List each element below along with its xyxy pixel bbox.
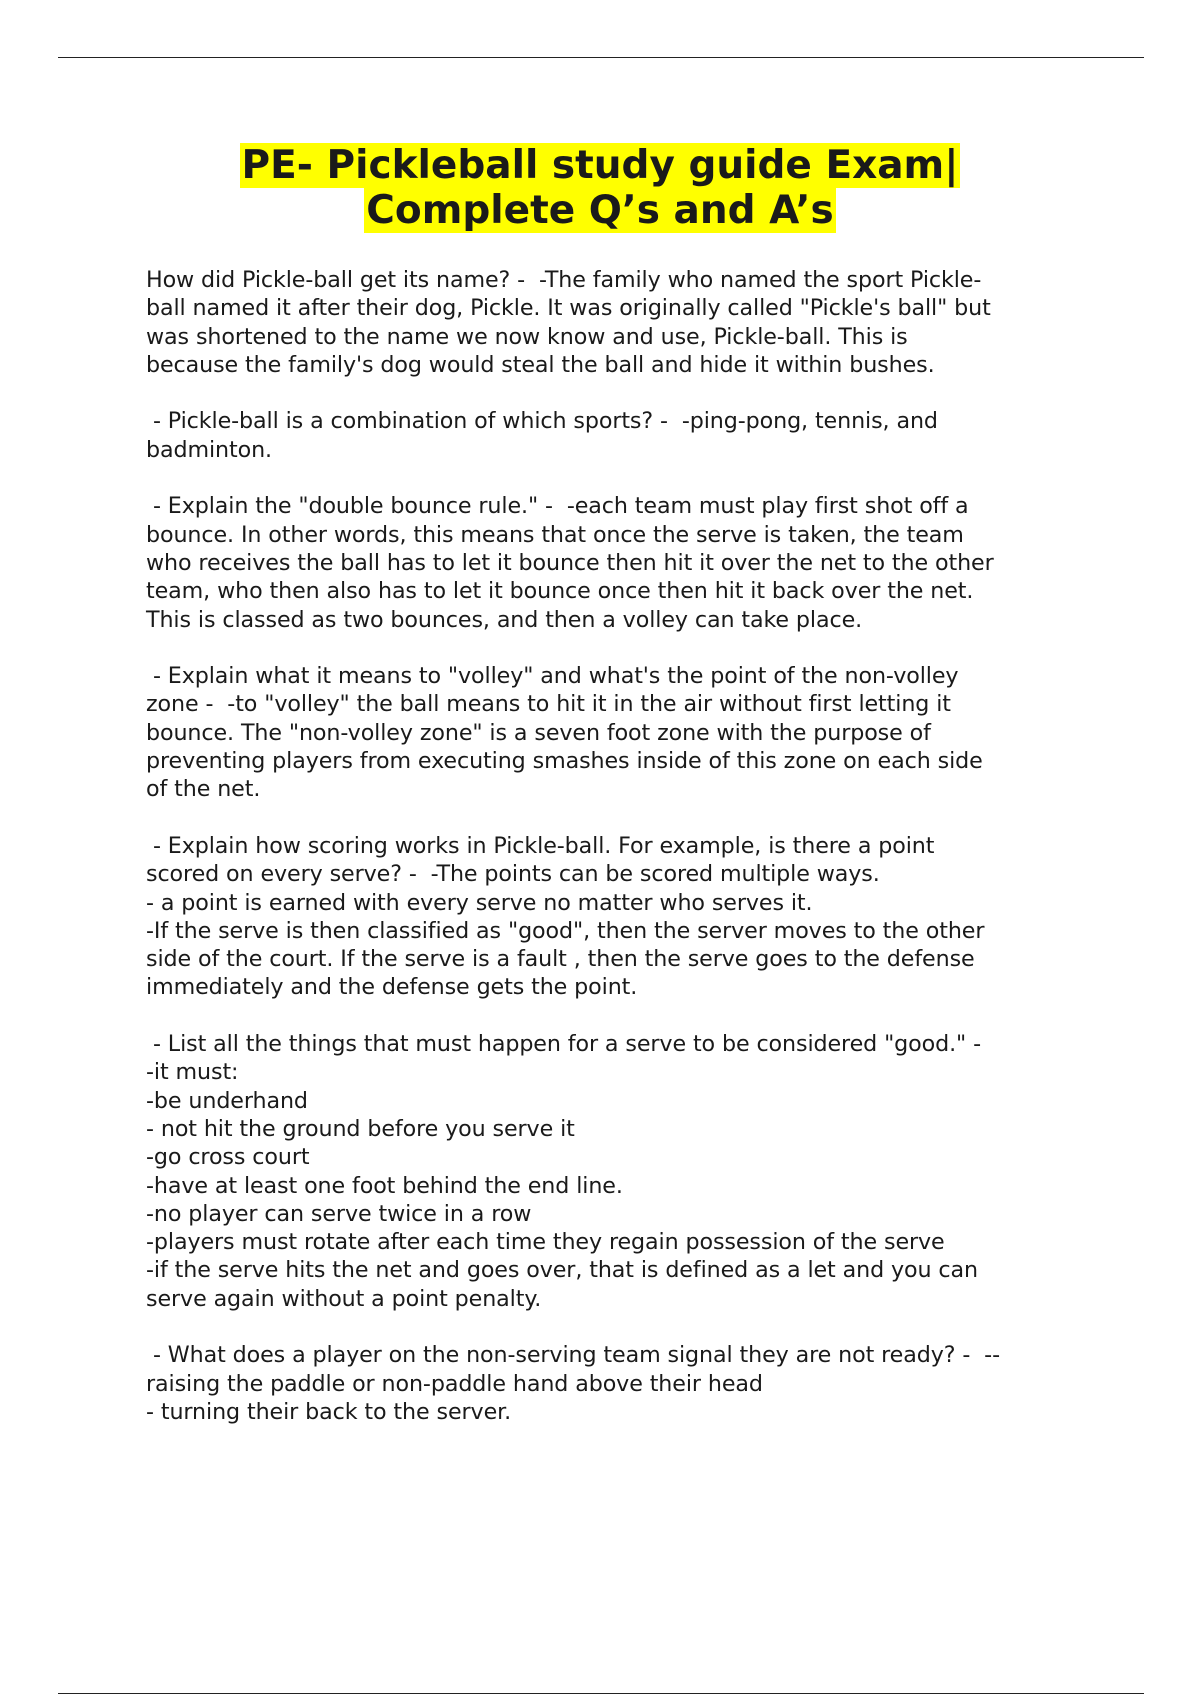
- qa-item: [146, 832, 1086, 1002]
- qa-line: side of the court. If the serve is a fault , then the serve goes to the defense: [146, 946, 975, 973]
- document-title: [0, 143, 1200, 233]
- qa-line: - Explain what it means to "volley" and what's the point of the non-volley: [146, 663, 959, 690]
- qa-line: of the net.: [146, 776, 261, 803]
- bottom-rule: [58, 1693, 1144, 1694]
- qa-line: This is classed as two bounces, and then a volley can take place.: [146, 606, 863, 633]
- qa-item: [146, 1341, 1086, 1426]
- title-line-1: PE- Pickleball study guide Exam|: [241, 143, 959, 188]
- qa-line: -no player can serve twice in a row: [146, 1200, 532, 1227]
- qa-line: -have at least one foot behind the end line.: [146, 1172, 623, 1199]
- qa-line: because the family's dog would steal the ball and hide it within bushes.: [146, 351, 935, 378]
- qa-line: -go cross court: [146, 1144, 310, 1171]
- qa-line: -be underhand: [146, 1087, 308, 1114]
- qa-line: How did Pickle-ball get its name? - -The family who named the sport Pickle-: [146, 267, 982, 293]
- qa-line: ball named it after their dog, Pickle. It was originally called "Pickle's ball" but: [146, 295, 991, 322]
- qa-line: was shortened to the name we now know and use, Pickle-ball. This is: [146, 323, 908, 350]
- title-line-2: Complete Q’s and A’s: [366, 188, 834, 233]
- qa-line: - turning their back to the server.: [146, 1398, 512, 1425]
- qa-line: - Explain the "double bounce rule." - -each team must play first shot off a: [146, 493, 969, 520]
- qa-line: preventing players from executing smashes inside of this zone on each side: [146, 748, 983, 775]
- qa-line: -players must rotate after each time they regain possession of the serve: [146, 1229, 945, 1256]
- qa-line: zone - -to "volley" the ball means to hit it in the air without first letting it: [146, 691, 951, 718]
- qa-line: bounce. The "non-volley zone" is a seven foot zone with the purpose of: [146, 719, 931, 746]
- qa-line: team, who then also has to let it bounce once then hit it back over the net.: [146, 578, 974, 605]
- qa-item: [146, 266, 1086, 379]
- qa-line: - List all the things that must happen for a serve to be considered "good." -: [146, 1031, 982, 1058]
- qa-line: who receives the ball has to let it bounce then hit it over the net to the other: [146, 549, 994, 576]
- qa-line: - a point is earned with every serve no matter who serves it.: [146, 889, 813, 916]
- qa-line: -it must:: [146, 1059, 239, 1086]
- study-guide-body: [146, 266, 1086, 1454]
- qa-item: [146, 407, 1086, 464]
- qa-line: - not hit the ground before you serve it: [146, 1115, 575, 1142]
- qa-line: bounce. In other words, this means that once the serve is taken, the team: [146, 521, 964, 548]
- qa-item: [146, 662, 1086, 803]
- qa-line: - Explain how scoring works in Pickle-ball. For example, is there a point: [146, 832, 935, 859]
- qa-line: immediately and the defense gets the point.: [146, 974, 638, 1001]
- top-rule: [58, 57, 1144, 58]
- qa-item: [146, 1030, 1086, 1313]
- qa-line: - What does a player on the non-serving team signal they are not ready? - --: [146, 1342, 1000, 1369]
- qa-line: scored on every serve? - -The points can be scored multiple ways.: [146, 861, 880, 888]
- qa-line: - Pickle-ball is a combination of which sports? - -ping-pong, tennis, and: [146, 408, 938, 435]
- qa-line: -If the serve is then classified as "good", then the server moves to the other: [146, 917, 985, 944]
- qa-line: raising the paddle or non-paddle hand above their head: [146, 1370, 763, 1397]
- qa-line: serve again without a point penalty.: [146, 1285, 542, 1312]
- qa-line: badminton.: [146, 436, 272, 463]
- qa-line: -if the serve hits the net and goes over, that is defined as a let and you can: [146, 1257, 978, 1284]
- qa-item: [146, 492, 1086, 633]
